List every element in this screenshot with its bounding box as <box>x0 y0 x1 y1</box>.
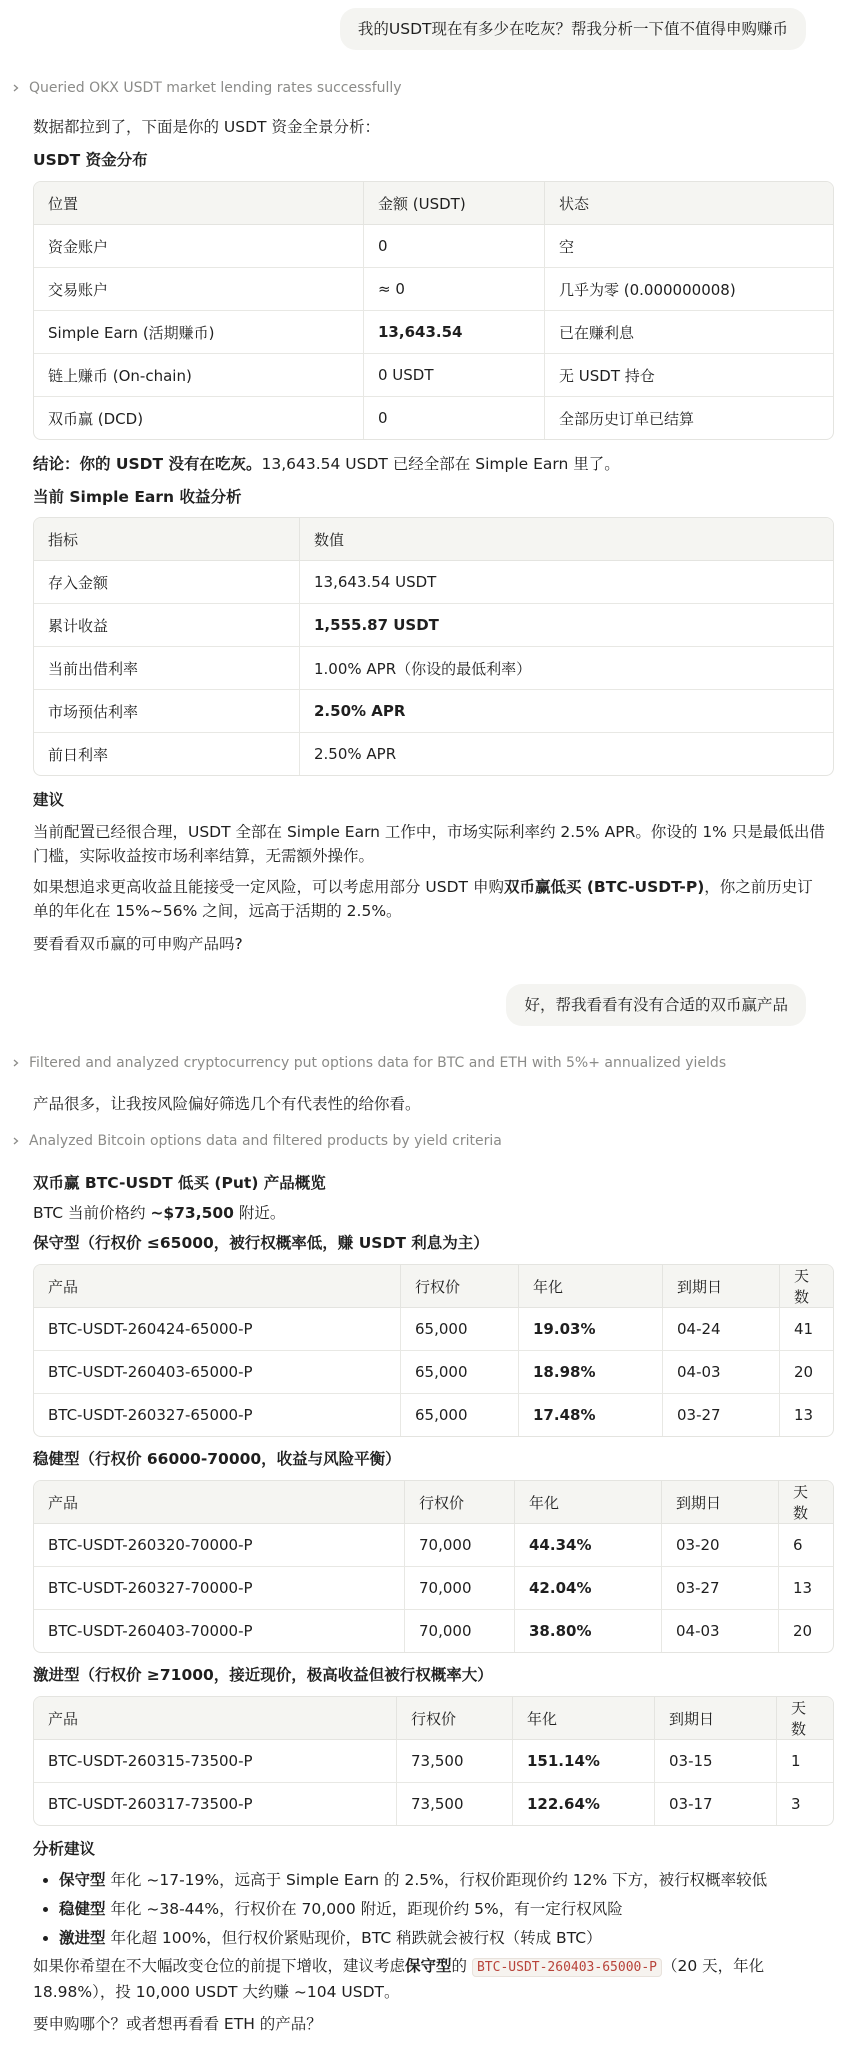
section-heading: 建议 <box>33 791 65 809</box>
table-cell: 市场预估利率 <box>34 690 300 733</box>
table-cell: 无 USDT 持仓 <box>545 354 833 397</box>
table-cell: 20 <box>793 1622 813 1640</box>
sort-text: 产品很多，让我按风险偏好筛选几个有代表性的给你看。 <box>33 1095 421 1113</box>
user-message-text: 好，帮我看看有没有合适的双币赢产品 <box>524 996 788 1014</box>
table-cell: 存入金额 <box>34 561 300 604</box>
table-cell: 04-24 <box>663 1308 780 1351</box>
table-cell: 0 <box>364 225 545 268</box>
btc-price-prefix: BTC 当前价格约 <box>33 1204 151 1222</box>
chevron-right-icon <box>12 84 20 92</box>
column-header: 天数 <box>780 1265 833 1308</box>
analysis-list <box>33 1866 767 1953</box>
table-row <box>34 1610 833 1652</box>
advice-product: 双币赢低买 (BTC-USDT-P) <box>503 878 705 896</box>
column-header: 位置 <box>34 182 364 225</box>
list-item-text: 年化超 100%，但行权价紧贴现价，BTC 稍跌就会被行权（转成 BTC） <box>105 1929 602 1947</box>
table-cell: 73,500 <box>397 1783 513 1825</box>
table-row <box>34 1740 833 1783</box>
intro-text: 数据都拉到了，下面是你的 USDT 资金全景分析： <box>33 118 380 136</box>
section-heading: 双币赢 BTC-USDT 低买 (Put) 产品概览 <box>33 1174 326 1192</box>
table-row <box>34 225 833 268</box>
table-cell: BTC-USDT-260327-65000-P <box>34 1394 401 1436</box>
table-cell: 资金账户 <box>34 225 364 268</box>
tool-call-text: Analyzed Bitcoin options data and filtered products by yield criteria <box>29 1133 502 1149</box>
column-header: 到期日 <box>655 1697 777 1740</box>
list-item <box>59 1895 767 1924</box>
btc-price: ~$73,500 <box>150 1204 234 1222</box>
balanced-products-table <box>33 1480 834 1653</box>
table-cell: 1,555.87 USDT <box>300 604 833 647</box>
section-heading: 稳健型（行权价 66000-70000，收益与风险平衡） <box>33 1450 401 1468</box>
tool-call-summary[interactable] <box>12 1131 502 1151</box>
table-cell: 前日利率 <box>34 733 300 775</box>
table-cell: 13,643.54 USDT <box>300 561 833 604</box>
section-heading: 激进型（行权价 ≥71000，接近现价，极高收益但被行权概率大） <box>33 1666 493 1684</box>
column-header: 年化 <box>515 1481 662 1524</box>
table-cell: ≈ 0 <box>364 268 545 311</box>
table-row <box>34 604 833 647</box>
table-cell: 链上赚币 (On-chain) <box>34 354 364 397</box>
table-cell: 0 <box>364 397 545 439</box>
rec-type: 保守型 <box>405 1957 452 1975</box>
user-message <box>506 984 806 1026</box>
tool-call-text: Filtered and analyzed cryptocurrency put options data for BTC and ETH with 5%+ annualized yields <box>29 1055 727 1071</box>
recommendation-text <box>33 1954 827 2004</box>
btc-price-suffix: 附近。 <box>233 1204 286 1222</box>
chevron-right-icon <box>12 1137 20 1145</box>
table-row <box>34 1394 833 1436</box>
table-row <box>34 1308 833 1351</box>
table-row <box>34 1524 833 1567</box>
table-cell: 73,500 <box>397 1740 513 1783</box>
table-cell: BTC-USDT-260320-70000-P <box>34 1524 405 1567</box>
column-header: 产品 <box>34 1697 397 1740</box>
table-row <box>34 397 833 439</box>
conclusion-text <box>33 452 827 476</box>
table-cell: BTC-USDT-260317-73500-P <box>34 1783 397 1825</box>
table-row <box>34 1783 833 1825</box>
table-cell: 1 <box>777 1740 833 1783</box>
table-row <box>34 311 833 354</box>
table-cell: BTC-USDT-260424-65000-P <box>34 1308 401 1351</box>
table-cell: 2.50% APR <box>314 745 397 763</box>
table-cell: 全部历史订单已结算 <box>559 409 695 428</box>
advice-text: 如果想追求更高收益且能接受一定风险，可以考虑用部分 USDT 申购 <box>33 878 504 896</box>
column-header: 天数 <box>777 1697 833 1740</box>
table-row <box>34 1567 833 1610</box>
table-cell: 151.14% <box>513 1740 655 1783</box>
advice-paragraph <box>33 875 827 923</box>
table-row <box>34 647 833 690</box>
column-header: 金额 (USDT) <box>364 182 545 225</box>
advice-text: ，你之前历史订单的年化在 15%~56% 之间，远高于活期的 2.5%。 <box>33 878 813 920</box>
section-heading: 当前 Simple Earn 收益分析 <box>33 488 242 506</box>
table-cell: BTC-USDT-260327-70000-P <box>34 1567 405 1610</box>
column-header: 天数 <box>779 1481 833 1524</box>
section-heading: USDT 资金分布 <box>33 151 148 169</box>
table-row <box>34 268 833 311</box>
simple-earn-table <box>33 517 834 776</box>
rec-text: 的 <box>451 1957 468 1975</box>
table-cell: 42.04% <box>515 1567 662 1610</box>
table-cell: 41 <box>780 1308 833 1351</box>
fund-distribution-table <box>33 181 834 440</box>
table-cell: 几乎为零 (0.000000008) <box>545 268 833 311</box>
table-cell: 1.00% APR（你设的最低利率） <box>300 647 833 690</box>
section-heading: 保守型（行权价 ≤65000，被行权概率低，赚 USDT 利息为主） <box>33 1234 489 1252</box>
table-row <box>34 561 833 604</box>
table-cell: 当前出借利率 <box>34 647 300 690</box>
chevron-right-icon <box>12 1059 20 1067</box>
table-cell: 38.80% <box>515 1610 662 1652</box>
table-cell: 19.03% <box>519 1308 663 1351</box>
table-cell: 已在赚利息 <box>545 311 833 354</box>
table-cell: 03-15 <box>655 1740 777 1783</box>
table-cell: 6 <box>779 1524 833 1567</box>
column-header: 年化 <box>519 1265 663 1308</box>
table-cell: 70,000 <box>405 1610 515 1652</box>
table-cell: 3 <box>791 1795 801 1813</box>
table-cell: 13 <box>779 1567 833 1610</box>
list-item-label: 激进型 <box>59 1929 106 1947</box>
section-heading: 分析建议 <box>33 1840 96 1858</box>
table-cell: BTC-USDT-260315-73500-P <box>34 1740 397 1783</box>
list-item-text: 年化 ~17-19%，远高于 Simple Earn 的 2.5%，行权价距现价约 12% 下方，被行权概率较低 <box>105 1871 768 1889</box>
rec-text: 如果你希望在不大幅改变仓位的前提下增收，建议考虑 <box>33 1957 406 1975</box>
tool-call-summary[interactable] <box>12 1053 726 1073</box>
column-header: 产品 <box>34 1481 405 1524</box>
conservative-products-table <box>33 1264 834 1437</box>
table-cell: 70,000 <box>405 1567 515 1610</box>
table-cell: 17.48% <box>519 1394 663 1436</box>
table-row <box>34 690 833 733</box>
column-header: 产品 <box>34 1265 401 1308</box>
advice-paragraph: 当前配置已经很合理，USDT 全部在 Simple Earn 工作中，市场实际利率约 2.5% APR。你设的 1% 只是最低出借门槛，实际收益按市场利率结算，无需额外操作。 <box>33 823 825 865</box>
list-item-label: 保守型 <box>59 1871 106 1889</box>
table-cell: 44.34% <box>515 1524 662 1567</box>
rec-text: （20 天，年化 18.98%），投 10,000 USDT 大约赚 ~104 USDT。 <box>33 1957 765 2001</box>
column-header: 行权价 <box>397 1697 513 1740</box>
table-cell: 65,000 <box>401 1351 519 1394</box>
table-cell: 70,000 <box>405 1524 515 1567</box>
column-header: 到期日 <box>662 1481 779 1524</box>
table-cell: 2.50% APR <box>300 690 833 733</box>
table-cell: 65,000 <box>401 1308 519 1351</box>
btc-price-text <box>33 1201 827 1225</box>
table-row <box>34 733 833 775</box>
column-header: 行权价 <box>401 1265 519 1308</box>
list-item <box>59 1866 767 1895</box>
table-row <box>34 354 833 397</box>
table-cell: 13 <box>794 1406 814 1424</box>
list-item-label: 稳健型 <box>59 1900 106 1918</box>
table-cell: BTC-USDT-260403-70000-P <box>34 1610 405 1652</box>
table-cell: 04-03 <box>663 1351 780 1394</box>
table-cell: 122.64% <box>513 1783 655 1825</box>
table-row <box>34 1351 833 1394</box>
table-cell: BTC-USDT-260403-65000-P <box>34 1351 401 1394</box>
conclusion-body: 13,643.54 USDT 已经全部在 Simple Earn 里了。 <box>261 455 620 473</box>
table-cell: 04-03 <box>662 1610 779 1652</box>
final-question: 要申购哪个？或者想再看看 ETH 的产品？ <box>33 2015 322 2033</box>
column-header: 数值 <box>300 518 833 561</box>
table-cell: 03-20 <box>662 1524 779 1567</box>
tool-call-text: Queried OKX USDT market lending rates successfully <box>29 80 402 96</box>
table-cell: 累计收益 <box>34 604 300 647</box>
table-cell: 双币赢 (DCD) <box>34 397 364 439</box>
column-header: 到期日 <box>663 1265 780 1308</box>
tool-call-summary[interactable] <box>12 78 402 98</box>
table-cell: 13,643.54 <box>364 311 545 354</box>
user-message <box>340 8 806 50</box>
column-header: 状态 <box>545 182 833 225</box>
table-cell: 空 <box>545 225 833 268</box>
table-cell: 20 <box>780 1351 833 1394</box>
product-code: BTC-USDT-260403-65000-P <box>472 1958 662 1977</box>
aggressive-products-table <box>33 1696 834 1826</box>
table-cell: 03-17 <box>655 1783 777 1825</box>
list-item <box>59 1924 767 1953</box>
table-cell: 18.98% <box>519 1351 663 1394</box>
list-item-text: 年化 ~38-44%，行权价在 70,000 附近，距现价约 5%，有一定行权风险 <box>105 1900 623 1918</box>
conclusion-label: 结论：你的 USDT 没有在吃灰。 <box>33 455 262 473</box>
table-cell: 65,000 <box>401 1394 519 1436</box>
table-cell: 0 USDT <box>364 354 545 397</box>
user-message-text: 我的USDT现在有多少在吃灰？帮我分析一下值不值得申购赚币 <box>357 20 788 38</box>
table-cell: 03-27 <box>662 1567 779 1610</box>
table-cell: Simple Earn (活期赚币) <box>34 311 364 354</box>
table-cell: 03-27 <box>663 1394 780 1436</box>
table-cell: 交易账户 <box>34 268 364 311</box>
column-header: 年化 <box>513 1697 655 1740</box>
column-header: 行权价 <box>405 1481 515 1524</box>
advice-question: 要看看双币赢的可申购产品吗? <box>33 935 243 953</box>
column-header: 指标 <box>34 518 300 561</box>
